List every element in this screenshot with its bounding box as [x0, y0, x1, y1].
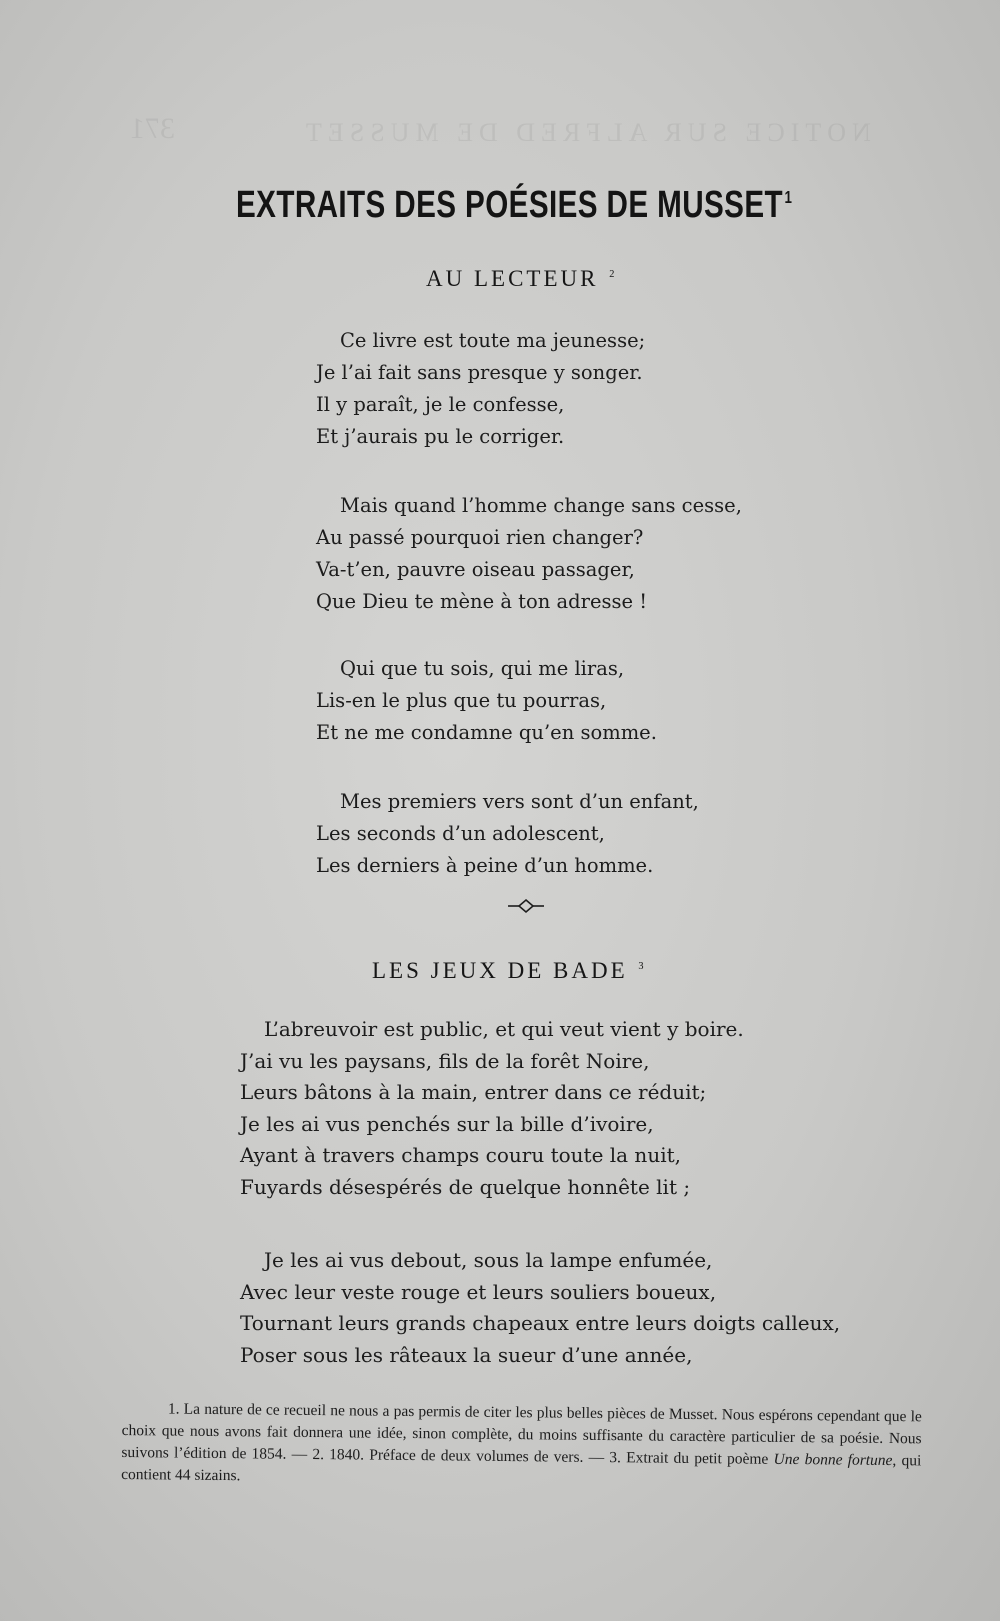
- verse-line: L’abreuvoir est public, et qui veut vient y boire.: [264, 1017, 744, 1041]
- verse-line: Je les ai vus penchés sur la bille d’ivoire,: [240, 1111, 654, 1136]
- footnote-ref-2: 2: [609, 269, 618, 281]
- stanza-5: [240, 1014, 744, 1203]
- verse-line: Fuyards désespérés de quelque honnête lit ;: [240, 1174, 691, 1199]
- verse-line: Mes premiers vers sont d’un enfant,: [340, 790, 699, 813]
- diamond-ornament-icon: [508, 898, 544, 914]
- section-title-les-jeux-de-bade: LES JEUX DE BADE $^3$: [372, 958, 647, 983]
- verse-line: Leurs bâtons à la main, entrer dans ce réduit;: [240, 1080, 707, 1104]
- stanza-4: [316, 786, 699, 882]
- stanza-3: [316, 653, 657, 749]
- verse-line: Lis-en le plus que tu pourras,: [316, 689, 607, 712]
- verse-line: J’ai vu les paysans, fils de la forêt Noire,: [240, 1048, 650, 1073]
- verse-line: Les derniers à peine d’un homme.: [316, 854, 654, 877]
- verse-line: Tournant leurs grands chapeaux entre leurs doigts calleux,: [240, 1311, 841, 1335]
- stanza-6: [240, 1245, 840, 1371]
- verse-line: Je les ai vus debout, sous la lampe enfumée,: [264, 1248, 713, 1272]
- verse-line: Poser sous les râteaux la sueur d’une année,: [240, 1342, 693, 1367]
- verse-line: Il y paraît, je le confesse,: [316, 393, 565, 416]
- footnote-paragraph: 1. La nature de ce recueil ne nous a pas permis de citer les plus belles pièces de Musset. Nous espérons cependant que le choix que nous avons fait donnera une idée, sinon complète, du moins suffisante du caractère particulier de sa poésie. Nous suivons l’édition de 1854. — 2. 1840. Préface de deux volumes de vers. — 3. Extrait du petit poème Une bonne fortune, qui contient 44 sizains.: [121, 1400, 922, 1485]
- stanza-2: [316, 490, 742, 618]
- verse-line: Avec leur veste rouge et leurs souliers boueux,: [240, 1279, 717, 1304]
- footnotes: [121, 1398, 922, 1494]
- footnote-ref-3: 3: [638, 961, 647, 973]
- verse-line: Que Dieu te mène à ton adresse !: [316, 590, 648, 613]
- footnote-ref-1: 1: [784, 188, 793, 208]
- footnote-italic-title: Une bonne fortune: [773, 1450, 893, 1470]
- main-title: EXTRAITS DES POÉSIES DE MUSSET$^1$: [236, 184, 793, 226]
- verse-line: Qui que tu sois, qui me liras,: [340, 657, 625, 680]
- verse-line: Ayant à travers champs couru toute la nuit,: [240, 1143, 681, 1167]
- verse-line: Je l’ai fait sans presque y songer.: [316, 361, 643, 384]
- stanza-1: [316, 325, 645, 453]
- verse-line: Mais quand l’homme change sans cesse,: [340, 494, 742, 517]
- bleed-through-page-number: 371: [130, 112, 175, 145]
- verse-line: Au passé pourquoi rien changer?: [316, 526, 644, 549]
- verse-line: Et j’aurais pu le corriger.: [316, 425, 565, 448]
- verse-line: Les seconds d’un adolescent,: [316, 822, 605, 845]
- section-title-au-lecteur: AU LECTEUR $^2$: [426, 266, 618, 291]
- bleed-through-running-header: NOTICE SUR ALFRED DE MUSSET: [300, 118, 871, 147]
- verse-line: Va-t’en, pauvre oiseau passager,: [316, 558, 635, 581]
- verse-line: Et ne me condamne qu’en somme.: [316, 721, 657, 744]
- verse-line: Ce livre est toute ma jeunesse;: [340, 329, 646, 352]
